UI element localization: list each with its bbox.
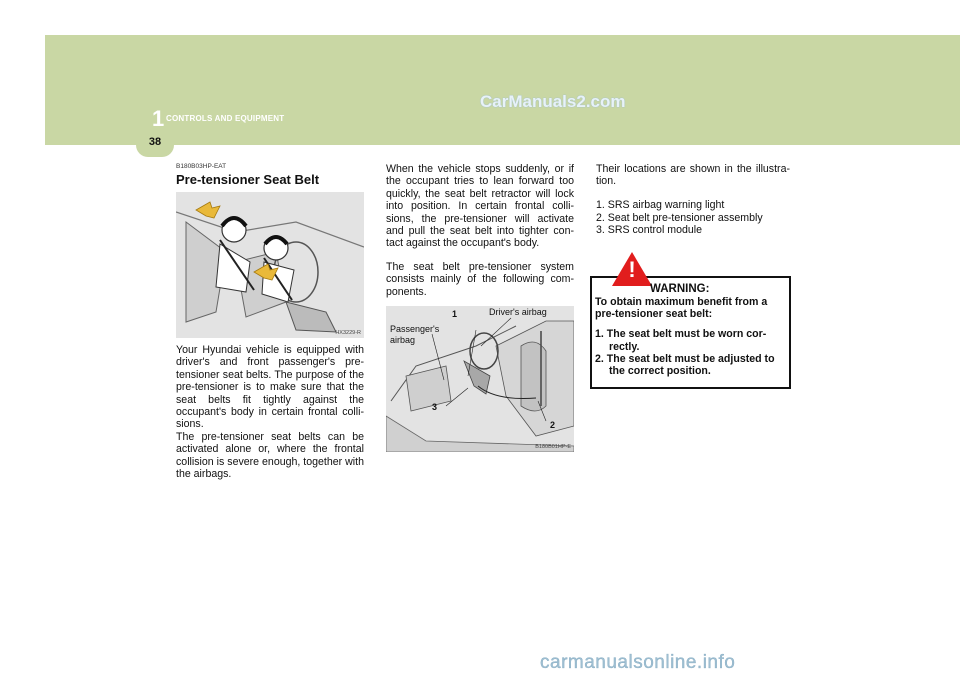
label-passengers-airbag-2: airbag bbox=[390, 335, 416, 346]
paragraph: Their locations are shown in the illustra-tion. bbox=[596, 163, 790, 188]
watermark-link-bottom[interactable]: carmanualsonline.info bbox=[540, 652, 736, 673]
page-number: 38 bbox=[148, 136, 162, 148]
occupants-drawing bbox=[176, 192, 364, 338]
list-item: 2. The seat belt must be adjusted to the correct position. bbox=[595, 352, 775, 378]
warning-title: WARNING: bbox=[650, 283, 710, 295]
chapter-title: CONTROLS AND EQUIPMENT bbox=[166, 114, 285, 123]
watermark-link-top[interactable]: CarManuals2.com bbox=[480, 92, 626, 111]
figure-code: HX3229-R bbox=[335, 330, 361, 336]
column-3 bbox=[596, 163, 790, 237]
callout-2: 2 bbox=[550, 420, 556, 431]
list-item: 2. Seat belt pre-tensioner assembly bbox=[596, 211, 763, 224]
paragraph: The seat belt pre-tensioner system consists mainly of the following com-ponents. bbox=[386, 260, 574, 298]
list-item: 1. The seat belt must be worn cor-rectly. bbox=[595, 328, 767, 353]
column-1 bbox=[176, 163, 364, 480]
section-title: Pre-tensioner Seat Belt bbox=[176, 172, 320, 187]
component-list bbox=[596, 199, 790, 237]
paragraph: Your Hyundai vehicle is equipped with driver's and front passenger's pre-tensioner seat belts. The purpose of the pre-tensioner is to make sure that the seat belts fit tightly against the occupant's body in certain frontal colli-sions. bbox=[176, 344, 364, 431]
list-item: 1. SRS airbag warning light bbox=[596, 198, 725, 211]
section-code: B180B03HP-EAT bbox=[176, 163, 227, 170]
seat-belt-illustration bbox=[176, 192, 364, 338]
warning-list bbox=[595, 328, 787, 377]
column-2 bbox=[386, 163, 574, 452]
header-band bbox=[45, 35, 960, 145]
paragraph: The pre-tensioner seat belts can be activated alone or, where the frontal collision is severe enough, together with the airbags. bbox=[176, 430, 364, 481]
label-passengers-airbag: Passenger's bbox=[390, 324, 440, 335]
warning-text bbox=[595, 296, 787, 377]
callout-1: 1 bbox=[452, 309, 458, 320]
figure-code: B180B01HP-E bbox=[535, 444, 571, 451]
chapter-number: 1 bbox=[152, 106, 165, 131]
warning-intro: To obtain maximum benefit from a pre-tensioner seat belt: bbox=[595, 296, 768, 321]
component-location-illustration bbox=[386, 306, 574, 452]
exclamation-icon: ! bbox=[628, 257, 636, 282]
list-item: 3. SRS control module bbox=[596, 224, 702, 237]
paragraph: When the vehicle stops suddenly, or if the occupant tries to lean forward too quickly, the seat belt retractor will lock into position. In certain frontal colli-sions, the pre-tensioner will activate and pull the seat belt into tighter con-tact against the occupant's body. bbox=[386, 163, 574, 250]
label-drivers-airbag: Driver's airbag bbox=[489, 307, 547, 318]
callout-3: 3 bbox=[432, 402, 438, 413]
